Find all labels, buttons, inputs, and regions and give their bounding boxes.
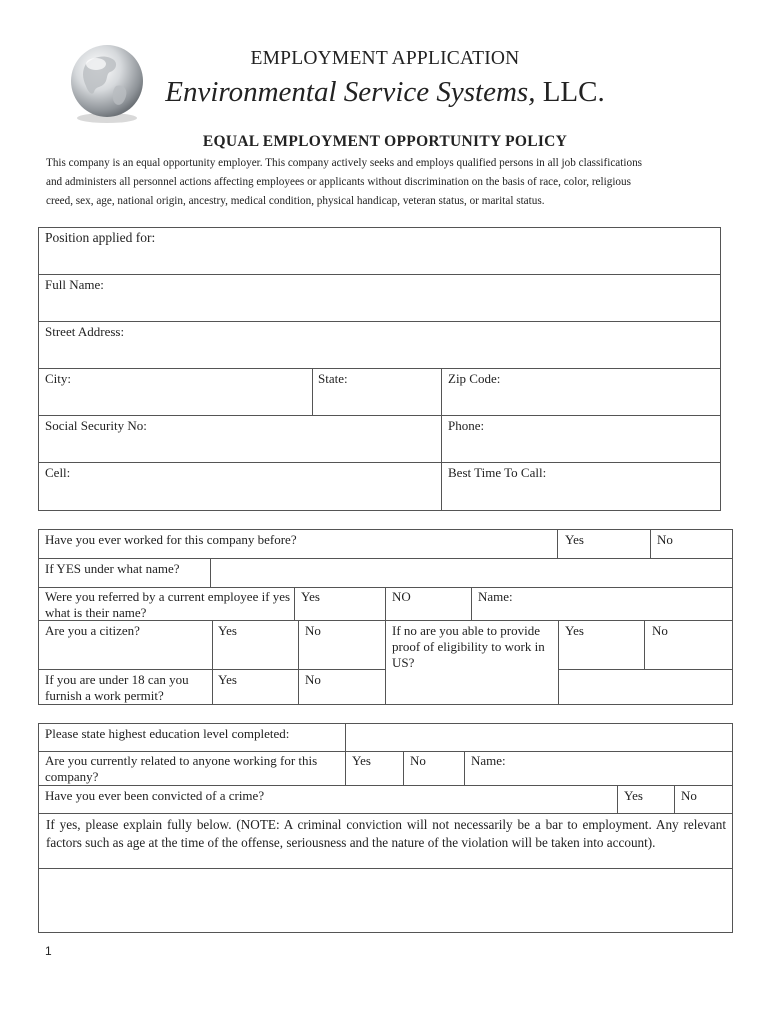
eligibility-question: If no are you able to provide proof of eligibility to work in US? (392, 623, 545, 670)
referred-question: Were you referred by a current employee if yes what is their name? (45, 589, 291, 620)
company-name-main: Environmental Service Systems, (165, 76, 536, 108)
referred-yes[interactable]: Yes (301, 589, 320, 604)
policy-heading: EQUAL EMPLOYMENT OPPORTUNITY POLICY (202, 133, 568, 150)
page-number: 1 (45, 944, 52, 958)
policy-line: creed, sex, age, national origin, ancestry, medical condition, physical handicap, veteran status, or marital status. (46, 195, 545, 207)
conviction-explanation-note: If yes, please explain fully below. (NOTE: A criminal conviction will not necessarily be a bar to employment. Any relevant factors such as age at the time of the offense, seriousness and the nature of the violation will be taken into account). (46, 817, 726, 850)
position-field[interactable]: Position applied for: (45, 230, 156, 245)
city-field[interactable]: City: (45, 371, 72, 386)
citizen-question: Are you a citizen? (45, 623, 140, 638)
convicted-yes[interactable]: Yes (624, 788, 643, 803)
work-permit-no[interactable]: No (305, 672, 321, 687)
related-no[interactable]: No (410, 753, 426, 768)
worked-before-question: Have you ever worked for this company before? (45, 532, 297, 547)
related-yes[interactable]: Yes (352, 753, 371, 768)
company-name (0, 76, 770, 109)
convicted-no[interactable]: No (681, 788, 697, 803)
worked-before-yes[interactable]: Yes (565, 532, 584, 547)
related-question: Are you currently related to anyone working for this company? (45, 753, 318, 784)
ssn-field[interactable]: Social Security No: (45, 418, 147, 433)
convicted-question: Have you ever been convicted of a crime? (45, 788, 265, 803)
referred-no[interactable]: NO (392, 589, 411, 604)
personal-info-table (38, 227, 721, 511)
form-title: EMPLOYMENT APPLICATION (250, 48, 520, 69)
policy-line: This company is an equal opportunity employer. This company actively seeks and employs qualified persons in all job classifications (46, 157, 643, 169)
work-permit-yes[interactable]: Yes (218, 672, 237, 687)
street-address-field[interactable]: Street Address: (45, 324, 125, 339)
best-time-field[interactable]: Best Time To Call: (448, 465, 547, 480)
worked-before-no[interactable]: No (657, 532, 673, 547)
policy-text (46, 154, 746, 211)
citizen-yes[interactable]: Yes (218, 623, 237, 638)
state-field[interactable]: State: (318, 371, 348, 386)
full-name-field[interactable]: Full Name: (45, 277, 104, 292)
eligibility-no[interactable]: No (652, 623, 668, 638)
eligibility-yes[interactable]: Yes (565, 623, 584, 638)
citizen-no[interactable]: No (305, 623, 321, 638)
referred-name-field[interactable]: Name: (478, 589, 513, 604)
zip-code-field[interactable]: Zip Code: (448, 371, 501, 386)
policy-line: and administers all personnel actions affecting employees or applicants without discrimination on the basis of race, color, religious (46, 176, 631, 188)
cell-field[interactable]: Cell: (45, 465, 71, 480)
work-permit-question: If you are under 18 can you furnish a work permit? (45, 672, 189, 703)
conviction-explanation-field[interactable] (40, 870, 730, 930)
phone-field[interactable]: Phone: (448, 418, 485, 433)
related-name-field[interactable]: Name: (471, 753, 506, 768)
previous-name-question: If YES under what name? (45, 561, 180, 576)
education-level-field[interactable]: Please state highest education level completed: (45, 726, 290, 741)
company-suffix: LLC. (542, 76, 605, 108)
